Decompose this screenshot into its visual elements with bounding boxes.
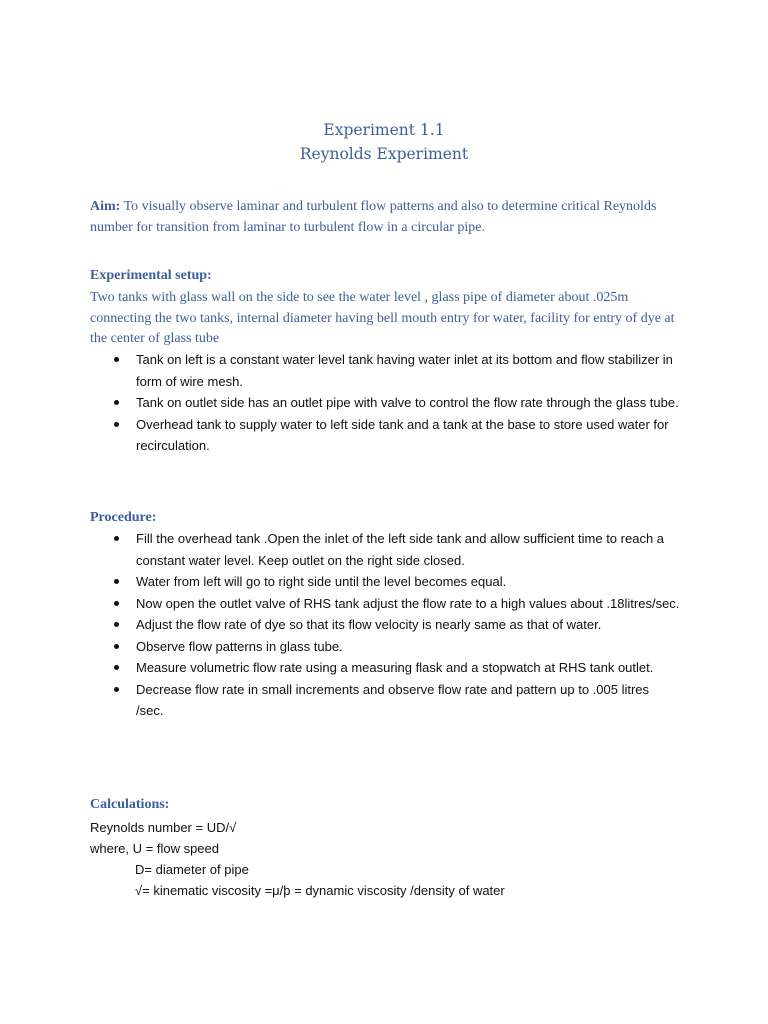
setup-list — [90, 349, 680, 457]
bullet-icon — [114, 622, 119, 627]
list-item: Tank on left is a constant water level tank having water inlet at its bottom and flow stabilizer in form of wire mesh. — [90, 349, 680, 392]
aim-label: Aim: — [90, 199, 121, 214]
where-flow-speed: where, U = flow speed — [90, 841, 219, 856]
list-item: Decrease flow rate in small increments and observe flow rate and pattern up to .005 litres /sec. — [90, 679, 680, 722]
list-item: Now open the outlet valve of RHS tank adjust the flow rate to a high values about .18litres/sec. — [90, 593, 680, 615]
setup-heading: Experimental setup: — [90, 268, 212, 283]
bullet-icon — [114, 687, 119, 692]
list-item: Measure volumetric flow rate using a measuring flask and a stopwatch at RHS tank outlet. — [90, 657, 680, 679]
list-item: Fill the overhead tank .Open the inlet of the left side tank and allow sufficient time to reach a constant water level. Keep outlet on the right side closed. — [90, 528, 680, 571]
list-item: Observe flow patterns in glass tube. — [90, 636, 680, 658]
viscosity-definition: √= kinematic viscosity =μ/þ = dynamic viscosity /density of water — [135, 883, 505, 898]
bullet-icon — [114, 357, 119, 362]
aim-paragraph — [90, 197, 690, 238]
title-experiment-number: Experiment 1.1 — [323, 121, 445, 139]
procedure-heading: Procedure: — [90, 510, 157, 525]
list-item: Adjust the flow rate of dye so that its flow velocity is nearly same as that of water. — [90, 614, 680, 636]
calculations-heading: Calculations: — [90, 797, 170, 812]
list-item: Water from left will go to right side until the level becomes equal. — [90, 571, 680, 593]
title-experiment-name: Reynolds Experiment — [299, 145, 469, 163]
bullet-icon — [114, 665, 119, 670]
reynolds-formula: Reynolds number = UD/√ — [90, 820, 237, 835]
list-item: Overhead tank to supply water to left side tank and a tank at the base to store used water for recirculation. — [90, 414, 680, 457]
bullet-icon — [114, 400, 119, 405]
list-item: Tank on outlet side has an outlet pipe with valve to control the flow rate through the glass tube. — [90, 392, 680, 414]
procedure-list — [90, 528, 680, 722]
bullet-icon — [114, 422, 119, 427]
bullet-icon — [114, 644, 119, 649]
setup-intro: Two tanks with glass wall on the side to see the water level , glass pipe of diameter about .025m connecting the two tanks, internal diameter having bell mouth entry for water, facility for entry of dye at the center of glass tube — [90, 290, 675, 346]
bullet-icon — [114, 601, 119, 606]
aim-text: To visually observe laminar and turbulent flow patterns and also to determine critical Reynolds number for transition from laminar to turbulent flow in a circular pipe. — [90, 199, 657, 235]
bullet-icon — [114, 579, 119, 584]
diameter-definition: D= diameter of pipe — [135, 862, 249, 877]
bullet-icon — [114, 536, 119, 541]
